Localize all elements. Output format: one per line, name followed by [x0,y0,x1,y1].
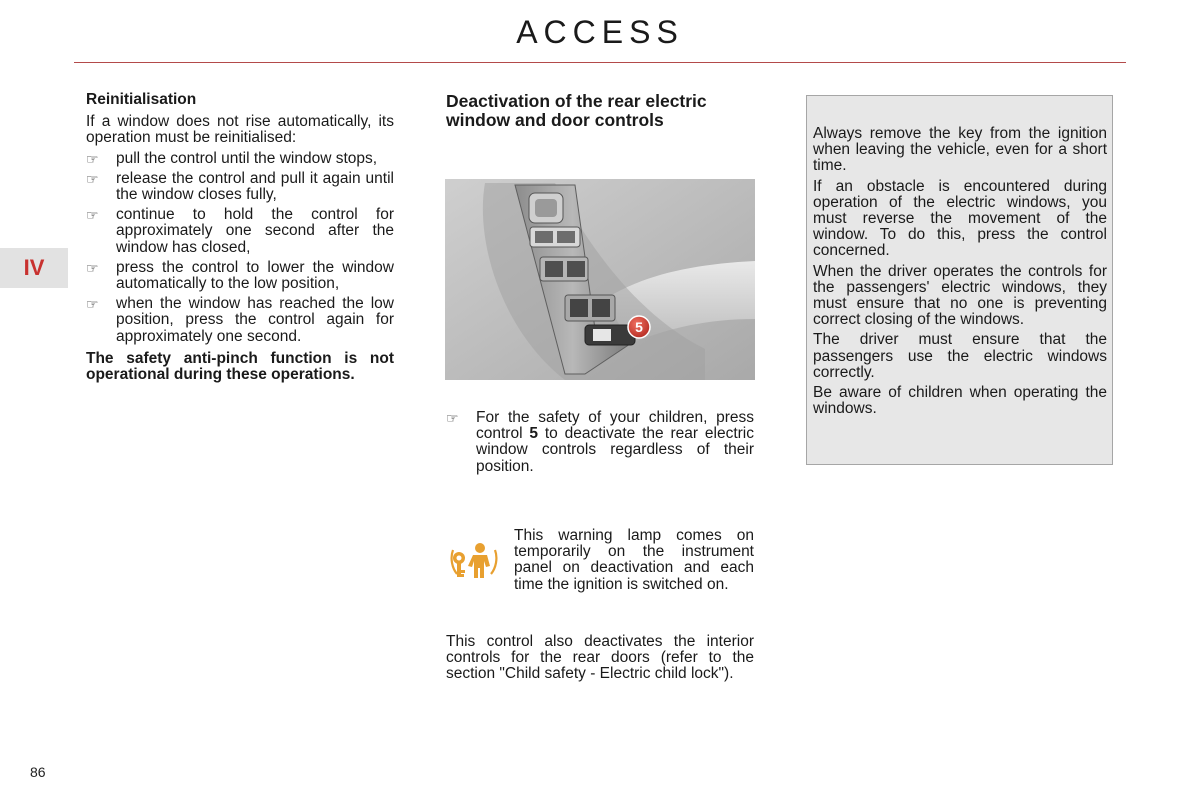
step-text: continue to hold the control for approximately one second after the window has closed, [116,206,394,256]
step-text: pull the control until the window stops, [116,149,378,167]
list-item [86,171,394,203]
list-item [86,260,394,292]
deactivation-instruction [446,406,754,479]
chapter-tab: IV [0,248,68,288]
notice-paragraph: When the driver operates the controls for the passengers' electric windows, they must ensure that no one is preventing correct closing of the windows. [813,262,1107,329]
warning-lamp-description: This warning lamp comes on temporarily on the instrument panel on deactivation and each time the ignition is switched on. [514,527,754,593]
list-item [446,410,754,475]
pointing-hand-icon: ☞ [446,410,459,426]
list-item [86,151,394,167]
notice-paragraph: Always remove the key from the ignition when leaving the vehicle, even for a short time. [813,125,1107,175]
step-text: release the control and pull it again until the window closes fully, [116,169,394,204]
instruction-prefix: For the safety of your children, press control [476,409,754,443]
door-panel-illustration [445,179,755,380]
safety-notice-box [806,95,1113,465]
reinitialisation-heading: Reinitialisation [86,91,197,108]
anti-pinch-note: The safety anti-pinch function is not operational during these operations. [86,349,394,384]
list-item [86,296,394,345]
pointing-hand-icon: ☞ [86,207,99,224]
step-text: press the control to lower the window automatically to the low position, [116,258,394,293]
list-item [86,207,394,256]
notice-paragraph: If an obstacle is encountered during operation of the electric windows, you must reverse the movement of the window. To do this, press the control concerned. [813,177,1107,260]
reinitialisation-section [86,92,394,383]
header-divider [74,62,1126,63]
deactivation-section [446,92,754,139]
pointing-hand-icon: ☞ [86,150,99,167]
reinitialisation-intro: If a window does not rise automatically, its operation must be reinitialised: [86,113,394,147]
interior-controls-note: This control also deactivates the interior controls for the rear doors (refer to the section "Child safety - Electric child lock"). [446,633,754,683]
control-number: 5 [529,425,538,443]
page-title: ACCESS [516,14,684,50]
child-lock-warning-icon [450,540,498,580]
page-number: 86 [30,764,46,780]
deactivation-heading: Deactivation of the rear electric window and door controls [446,91,707,130]
instruction-suffix: to deactivate the rear electric window controls regardless of their position. [476,425,754,475]
reinitialisation-steps [86,151,394,345]
photo-callout-label: 5 [635,319,643,335]
door-controls-photo [445,179,755,380]
pointing-hand-icon: ☞ [86,259,99,276]
notice-paragraph: The driver must ensure that the passengers use the electric windows correctly. [813,331,1107,381]
step-text: when the window has reached the low position, press the control again for approximately one second. [116,295,394,345]
pointing-hand-icon: ☞ [86,170,99,187]
notice-paragraph: Be aware of children when operating the windows. [813,384,1107,418]
pointing-hand-icon: ☞ [86,296,99,313]
